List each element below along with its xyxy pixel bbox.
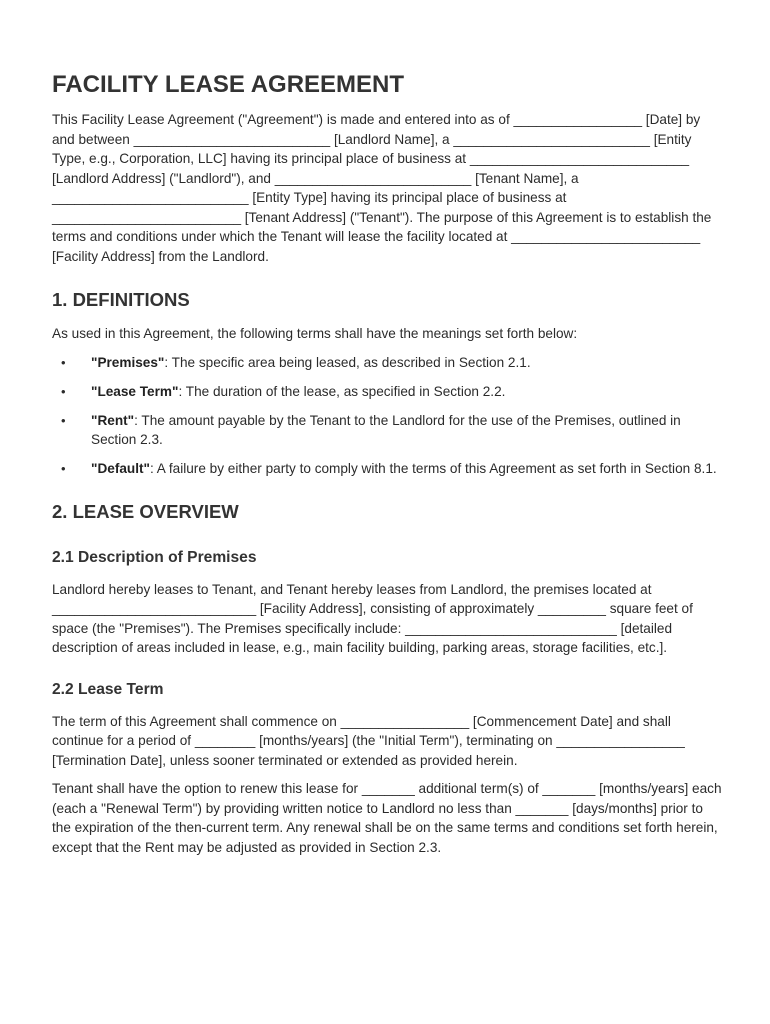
bullet-icon: • bbox=[61, 461, 66, 476]
definitions-heading: 1. DEFINITIONS bbox=[52, 289, 190, 310]
definition-term: "Default" bbox=[91, 461, 150, 476]
definition-text: : A failure by either party to comply with the terms of this Agreement as set forth in Section 8.1. bbox=[149, 461, 717, 476]
renewal-paragraph: Tenant shall have the option to renew this lease for _______ additional term(s) of _______ [months/years] each (each a "Renewal Term") by providing written notice to Landlord no less than _______ [days/months] prior to the expiration of the then-current term. Any renewal shall be on the same terms and conditions set forth herein, except that the Rent may be adjusted as provided in Section 2.3. bbox=[52, 781, 722, 855]
definition-text: : The amount payable by the Tenant to the Landlord for the use of the Premises, outlined in Section 2.3. bbox=[91, 412, 681, 447]
definition-term: "Rent" bbox=[91, 412, 135, 428]
lease-term-heading: 2.2 Lease Term bbox=[52, 680, 164, 698]
bullet-icon: • bbox=[61, 354, 66, 370]
lease-overview-heading: 2. LEASE OVERVIEW bbox=[52, 500, 239, 522]
definition-term: "Lease Term" bbox=[91, 383, 179, 399]
definition-text: : The duration of the lease, as specified in Section 2.2. bbox=[178, 383, 506, 399]
list-item bbox=[52, 459, 722, 479]
bullet-icon: • bbox=[61, 412, 66, 428]
list-item bbox=[52, 382, 722, 402]
document-page bbox=[52, 70, 722, 857]
intro-paragraph: This Facility Lease Agreement ("Agreement") is made and entered into as of _________________ [Date] by and between __________________________ [Landlord Name], a __________________________ [Entity Type, e.g., Corporation, LLC] having its principal place of business at _____________________________ [Landlord Address] ("Landlord"), and __________________________ [Tenant Name], a __________________________ [Entity Type] having its principal place of business at _________________________ [Tenant Address] ("Tenant"). The purpose of this Agreement is to establish the terms and conditions under which the Tenant will lease the facility located at _________________________ [Facility Address] from the Landlord. bbox=[52, 112, 712, 264]
lease-term-paragraph: The term of this Agreement shall commence on _________________ [Commencement Date] and shall continue for a period of ________ [months/years] (the "Initial Term"), terminating on _________________ [Termination Date], unless sooner terminated or extended as provided herein. bbox=[52, 713, 685, 768]
definition-term: "Premises" bbox=[91, 354, 165, 370]
definition-text: : The specific area being leased, as described in Section 2.1. bbox=[164, 354, 531, 370]
list-item bbox=[52, 353, 722, 373]
bullet-icon: • bbox=[61, 383, 66, 399]
premises-heading: 2.1 Description of Premises bbox=[52, 548, 257, 566]
definitions-lead: As used in this Agreement, the following terms shall have the meanings set forth below: bbox=[52, 326, 578, 341]
document-title: FACILITY LEASE AGREEMENT bbox=[52, 71, 405, 98]
definitions-list bbox=[52, 353, 722, 479]
list-item bbox=[52, 411, 722, 450]
premises-paragraph: Landlord hereby leases to Tenant, and Tenant hereby leases from Landlord, the premises located at ___________________________ [Facility Address], consisting of approximately _________ square feet of space (the "Premises"). The Premises specifically include: ____________________________ [detailed description of areas included in lease, e.g., main facility building, parking areas, storage facilities, etc.]. bbox=[52, 581, 693, 655]
